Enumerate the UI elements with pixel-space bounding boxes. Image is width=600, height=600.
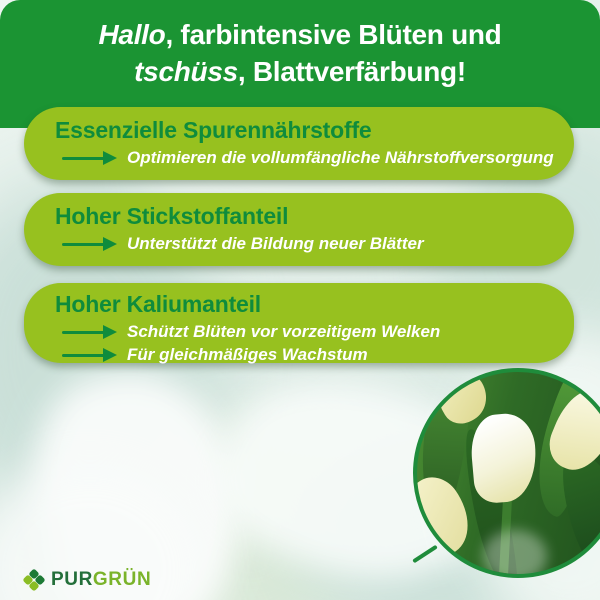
feature-point	[62, 322, 554, 342]
headline-line-2	[0, 53, 600, 90]
calla-photo-circle	[413, 368, 600, 578]
brand-name	[51, 569, 151, 591]
feature-title: Hoher Stickstoffanteil	[55, 203, 289, 229]
feature-point-text: Schützt Blüten vor vorzeitigem Welken	[127, 322, 441, 341]
headline-line-1-rest: , farbintensive Blüten und	[165, 19, 502, 50]
arrow-right-icon	[62, 150, 117, 166]
brand-logo	[24, 569, 151, 591]
feature-point	[62, 345, 554, 365]
feature-point-text: Für gleichmäßiges Wachstum	[127, 345, 368, 364]
headline-line-2-rest: , Blattverfärbung!	[237, 56, 466, 87]
leaf-variegation	[483, 530, 547, 578]
feature-title: Essenzielle Spurennährstoffe	[55, 117, 372, 143]
feature-pill-kalium	[24, 283, 574, 363]
headline-line-1	[0, 16, 600, 53]
feature-point	[62, 234, 554, 254]
feature-title: Hoher Kaliumanteil	[55, 291, 261, 317]
arrow-right-icon	[62, 347, 117, 363]
brand-name-pur: PUR	[51, 569, 93, 590]
feature-point-text: Unterstützt die Bildung neuer Blätter	[127, 234, 424, 253]
arrow-right-icon	[62, 324, 117, 340]
headline-emphasis-tschuess: tschüss	[134, 56, 238, 87]
brand-name-gruen: GRÜN	[92, 569, 152, 590]
calla-flower	[468, 411, 539, 504]
headline-emphasis-hallo: Hallo	[98, 19, 166, 50]
clover-icon	[24, 570, 44, 590]
feature-pill-stickstoff	[24, 193, 574, 266]
feature-point	[62, 148, 554, 168]
arrow-right-icon	[62, 236, 117, 252]
feature-point-text: Optimieren die vollumfängliche Nährstoffversorgung	[127, 148, 554, 167]
feature-pill-spurennaehrstoffe	[24, 107, 574, 180]
